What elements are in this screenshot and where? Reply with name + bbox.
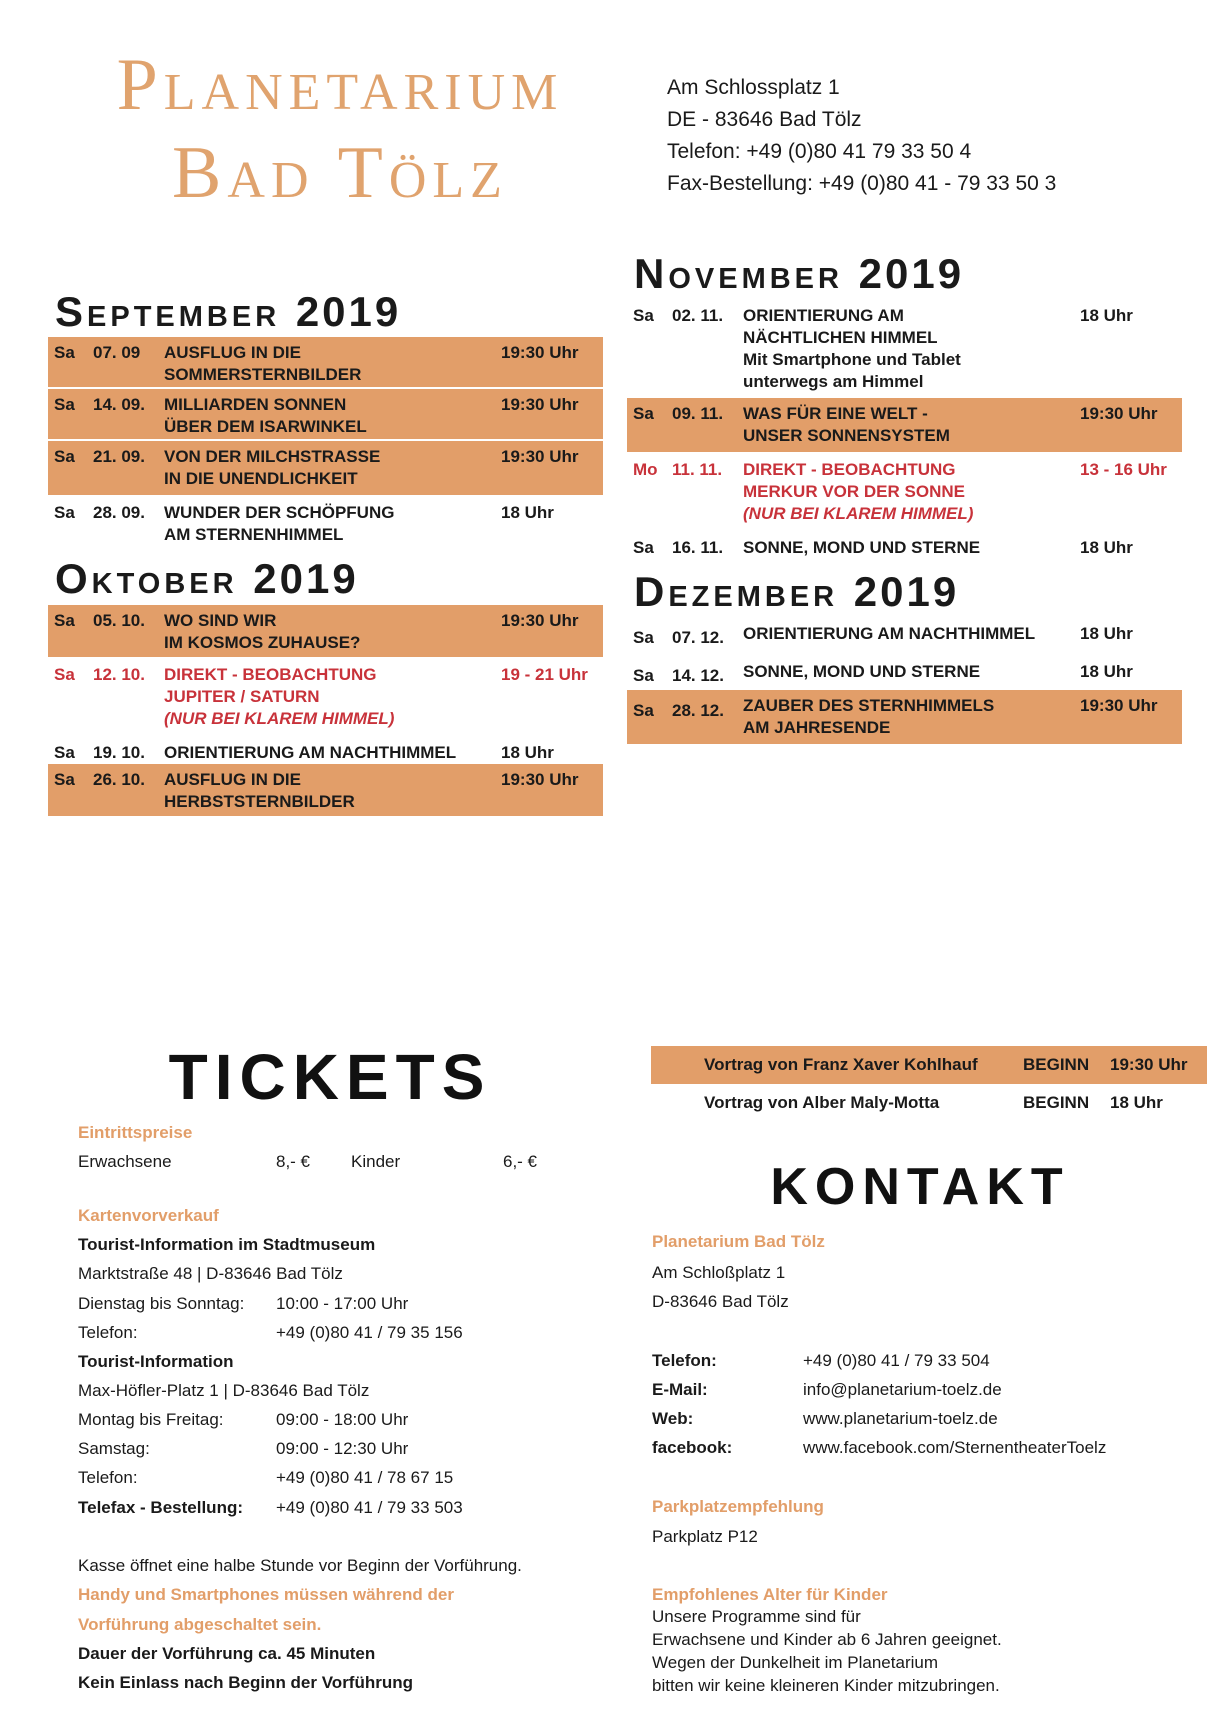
- logo-line-2: Bad Tölz: [172, 132, 508, 214]
- ti1-tel: +49 (0)80 41 / 79 35 156: [276, 1323, 463, 1342]
- header-address: [667, 72, 1056, 200]
- month-heading-dezember: Dezember 2019: [634, 568, 960, 615]
- age-label: Empfohlenes Alter für Kinder: [652, 1585, 888, 1604]
- age-text-4: bitten wir keine kleineren Kinder mitzubringen.: [652, 1676, 1000, 1695]
- legend-text-2: Vortrag von Alber Maly-Motta: [704, 1093, 940, 1112]
- fax-label: Telefax - Bestellung:: [78, 1498, 243, 1517]
- price-adults: 8,- €: [276, 1152, 311, 1171]
- kontakt-email-link[interactable]: info@planetarium-toelz.de: [803, 1380, 1002, 1399]
- kontakt-title: KONTAKT: [770, 1158, 1070, 1216]
- month-heading-september: September 2019: [55, 288, 402, 335]
- parking-text: Parkplatz P12: [652, 1527, 758, 1546]
- ti2-hours-2: 09:00 - 12:30 Uhr: [276, 1439, 409, 1458]
- event-row-highlighted: Mo 11. 11. DIREKT - BEOBACHTUNG MERKUR VOR DER SONNE (NUR BEI KLAREM HIMMEL) 13 - 16 Uhr: [633, 460, 1167, 523]
- legend-row-highlighted: [651, 1046, 1207, 1084]
- parking-label: Parkplatzempfehlung: [652, 1497, 824, 1516]
- price-label-adults: Erwachsene: [78, 1152, 172, 1171]
- handy-note-1: Handy und Smartphones müssen während der: [78, 1585, 454, 1604]
- event-row: Sa 28. 12. ZAUBER DES STERNHIMMELS AM JAHRESENDE 19:30 Uhr: [627, 690, 1182, 744]
- age-text-2: Erwachsene und Kinder ab 6 Jahren geeignet.: [652, 1630, 1002, 1649]
- price-children: 6,- €: [503, 1152, 538, 1171]
- tickets-title: TICKETS: [168, 1041, 492, 1113]
- age-text-3: Wegen der Dunkelheit im Planetarium: [652, 1653, 938, 1672]
- legend-row: [651, 1084, 1207, 1120]
- ti1-days: Dienstag bis Sonntag:: [78, 1294, 245, 1313]
- handy-note-2: Vorführung abgeschaltet sein.: [78, 1615, 322, 1634]
- event-row: Sa 07. 09 AUSFLUG IN DIE SOMMERSTERNBILDER 19:30 Uhr: [48, 337, 603, 387]
- kontakt-street: Am Schloßplatz 1: [652, 1263, 786, 1282]
- kontakt-facebook-link[interactable]: www.facebook.com/SternentheaterToelz: [803, 1438, 1107, 1457]
- ti2-hours-1: 09:00 - 18:00 Uhr: [276, 1410, 409, 1429]
- legend-time-1: 19:30 Uhr: [1110, 1055, 1188, 1074]
- fax-number: +49 (0)80 41 / 79 33 503: [276, 1498, 463, 1517]
- address-city: DE - 83646 Bad Tölz: [667, 108, 862, 131]
- ti2-days-1: Montag bis Freitag:: [78, 1410, 224, 1429]
- legend-text-1: Vortrag von Franz Xaver Kohlhauf: [704, 1055, 978, 1074]
- month-heading-oktober: Oktober 2019: [55, 555, 359, 602]
- kontakt-tel: +49 (0)80 41 / 79 33 504: [803, 1351, 990, 1370]
- ti1-name: Tourist-Information im Stadtmuseum: [78, 1235, 376, 1254]
- section-label-eintritt: Eintrittspreise: [78, 1123, 193, 1142]
- duration-note: Dauer der Vorführung ca. 45 Minuten: [78, 1644, 376, 1663]
- event-row: Sa 21. 09. VON DER MILCHSTRASSE IN DIE UNENDLICHKEIT 19:30 Uhr: [48, 441, 603, 495]
- event-row: Sa 14. 12. SONNE, MOND UND STERNE 18 Uhr: [633, 662, 1133, 685]
- event-row-highlighted: Sa 12. 10. DIREKT - BEOBACHTUNG JUPITER / SATURN (NUR BEI KLAREM HIMMEL) 19 - 21 Uhr: [54, 665, 588, 728]
- event-row: Sa 09. 11. WAS FÜR EINE WELT - UNSER SONNENSYSTEM 19:30 Uhr: [627, 398, 1182, 452]
- ti2-tel: +49 (0)80 41 / 78 67 15: [276, 1468, 454, 1487]
- ti2-name: Tourist-Information: [78, 1352, 234, 1371]
- address-phone: Telefon: +49 (0)80 41 79 33 50 4: [667, 140, 972, 163]
- ti2-address: Max-Höfler-Platz 1 | D-83646 Bad Tölz: [78, 1381, 370, 1400]
- event-row: Sa 28. 09. WUNDER DER SCHÖPFUNG AM STERNENHIMMEL 18 Uhr: [54, 503, 554, 544]
- ti1-tel-label: Telefon:: [78, 1323, 138, 1342]
- kontakt-facebook-label: facebook:: [652, 1438, 733, 1457]
- ti2-tel-label: Telefon:: [78, 1468, 138, 1487]
- section-label-vorverkauf: Kartenvorverkauf: [78, 1206, 219, 1225]
- address-fax: Fax-Bestellung: +49 (0)80 41 - 79 33 50 3: [667, 172, 1057, 195]
- kontakt-city: D-83646 Bad Tölz: [652, 1292, 789, 1311]
- legend-beginn-1: BEGINN: [1023, 1055, 1090, 1074]
- event-row: Sa 07. 12. ORIENTIERUNG AM NACHTHIMMEL 18 Uhr: [633, 624, 1133, 647]
- age-text-1: Unsere Programme sind für: [652, 1607, 861, 1626]
- kontakt-tel-label: Telefon:: [652, 1351, 717, 1370]
- event-row: Sa 16. 11. SONNE, MOND UND STERNE 18 Uhr: [633, 538, 1133, 557]
- event-row: Sa 02. 11. ORIENTIERUNG AM NÄCHTLICHEN HIMMEL Mit Smartphone und Tablet unterwegs am Himmel 18 Uhr: [633, 306, 1133, 391]
- legend-beginn-2: BEGINN: [1023, 1093, 1090, 1112]
- logo: [30, 44, 650, 214]
- ti1-address: Marktstraße 48 | D-83646 Bad Tölz: [78, 1264, 343, 1283]
- ti2-days-2: Samstag:: [78, 1439, 150, 1458]
- kontakt-name: Planetarium Bad Tölz: [652, 1232, 825, 1251]
- legend-time-2: 18 Uhr: [1110, 1093, 1163, 1112]
- kontakt-mail-label: E-Mail:: [652, 1380, 708, 1399]
- kontakt-web-label: Web:: [652, 1409, 694, 1428]
- month-heading-november: November 2019: [634, 250, 965, 297]
- event-row: Sa 14. 09. MILLIARDEN SONNEN ÜBER DEM ISARWINKEL 19:30 Uhr: [48, 389, 603, 439]
- kasse-note: Kasse öffnet eine halbe Stunde vor Beginn der Vorführung.: [78, 1556, 522, 1575]
- price-label-children: Kinder: [351, 1152, 401, 1171]
- ti1-hours: 10:00 - 17:00 Uhr: [276, 1294, 409, 1313]
- event-row: Sa 26. 10. AUSFLUG IN DIE HERBSTSTERNBILDER 19:30 Uhr: [48, 764, 603, 816]
- event-row: Sa 19. 10. ORIENTIERUNG AM NACHTHIMMEL 18 Uhr: [54, 743, 554, 762]
- address-street: Am Schlossplatz 1: [667, 76, 840, 99]
- event-row: Sa 05. 10. WO SIND WIR IM KOSMOS ZUHAUSE? 19:30 Uhr: [48, 605, 603, 657]
- entry-note: Kein Einlass nach Beginn der Vorführung: [78, 1673, 414, 1692]
- logo-line-1: Planetarium: [116, 44, 564, 126]
- kontakt-web-link[interactable]: www.planetarium-toelz.de: [803, 1409, 998, 1428]
